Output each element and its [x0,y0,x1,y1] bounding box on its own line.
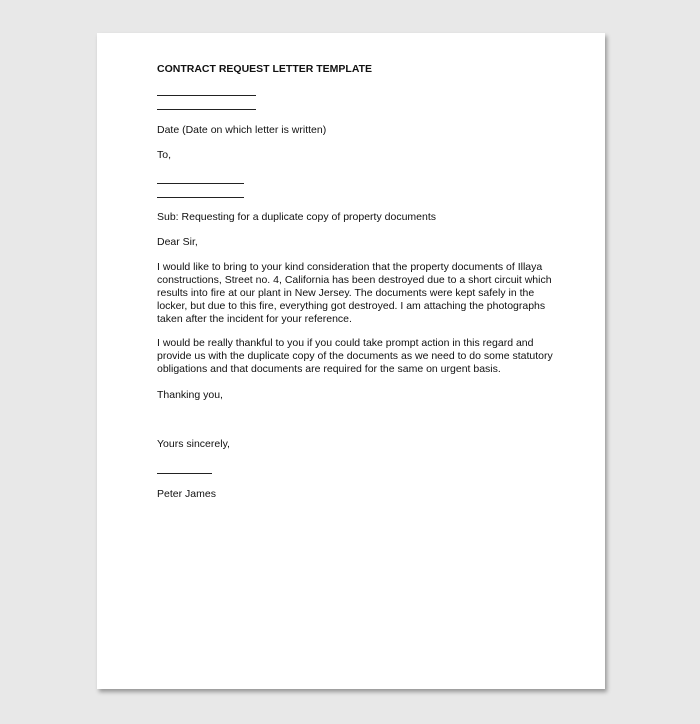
paragraph-1-line: I would like to bring to your kind consideration that the property documents of Illaya [157,261,543,273]
paragraph-2-line: obligations and that documents are required for the same on urgent basis. [157,363,501,375]
paragraph-1-line: results into fire at our plant in New Jersey. The documents were kept safely in the [157,287,535,299]
letter-title: CONTRACT REQUEST LETTER TEMPLATE [157,63,373,75]
closing-line: Yours sincerely, [157,438,230,450]
salutation: Dear Sir, [157,236,198,248]
subject-line: Sub: Requesting for a duplicate copy of property documents [157,211,436,223]
paragraph-2-line: I would be really thankful to you if you could take prompt action in this regard and [157,337,534,349]
to-line: To, [157,149,172,161]
signature-name: Peter James [157,488,216,500]
paragraph-1 [157,261,552,326]
paragraph-1-line: taken after the incident for your reference. [157,313,352,325]
paragraph-2 [157,337,552,376]
recipient-blank-line-1 [157,183,244,184]
signature-blank-line [157,473,212,474]
sender-blank-line-1 [157,95,256,96]
date-line: Date (Date on which letter is written) [157,124,327,136]
document-page [97,33,605,689]
paragraph-1-line: constructions, Street no. 4, California has been destroyed due to a short circuit which [157,274,552,286]
paragraph-2-line: provide us with the duplicate copy of the documents as we need to do some statutory [157,350,553,362]
paragraph-1-line: locker, but due to this fire, everything got destroyed. I am attaching the photographs [157,300,546,312]
sender-blank-line-2 [157,109,256,110]
recipient-blank-line-2 [157,197,244,198]
thanks-line: Thanking you, [157,389,223,401]
